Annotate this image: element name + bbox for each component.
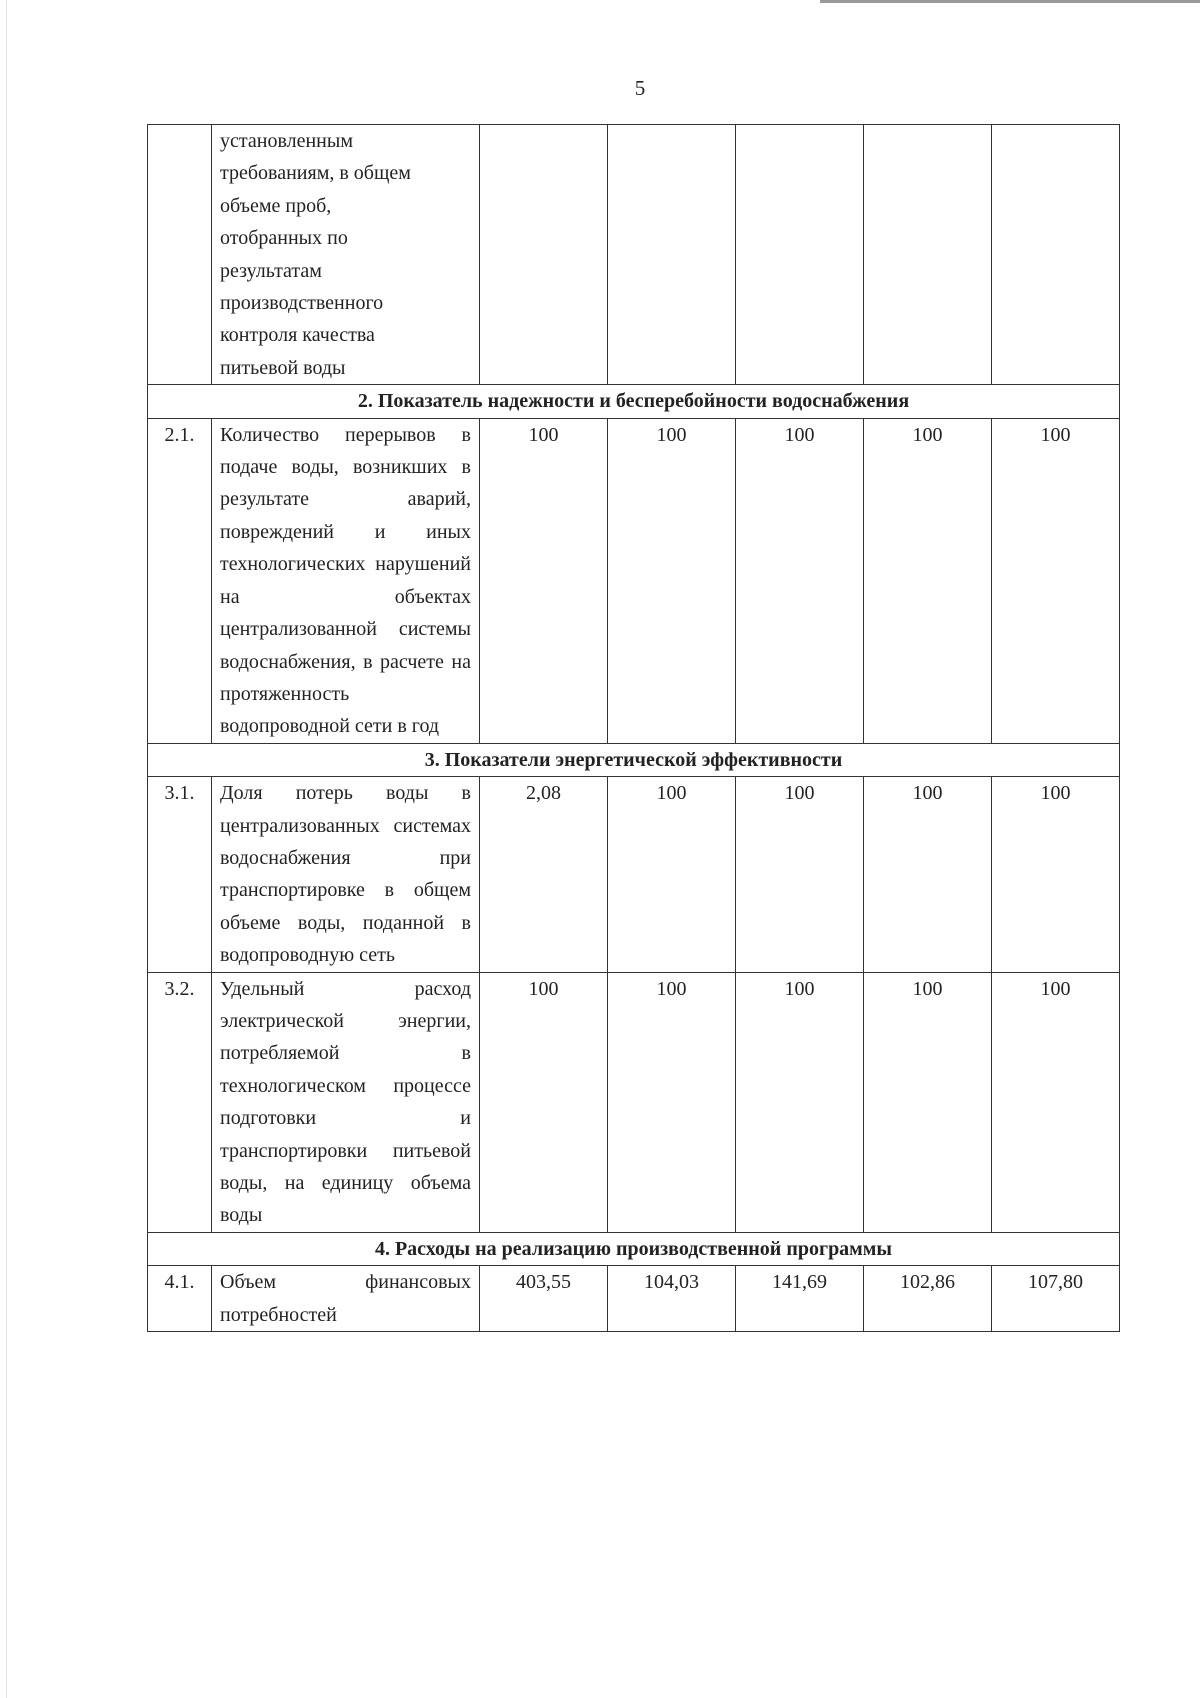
row-value: 100	[480, 418, 608, 743]
continuation-line: отобранных по	[220, 227, 348, 250]
continuation-line: результатам	[220, 259, 322, 282]
table-row-3-1	[148, 777, 1120, 972]
scan-edge-left	[6, 0, 7, 1698]
indicator-table	[147, 124, 1120, 1332]
row-description: Количество перерывов в подаче воды, возникших в результате аварий, повреждений и иных технологических нарушений на объектах централизованной системы водоснабжения, в расчете на протяженность водопроводной сети в год	[212, 418, 480, 743]
scan-edge-top	[820, 0, 1200, 3]
continuation-line: производственного	[220, 292, 384, 315]
row-number: 4.1.	[148, 1266, 212, 1332]
row-value: 104,03	[608, 1266, 736, 1332]
row-value: 403,55	[480, 1266, 608, 1332]
section-header-row	[148, 385, 1120, 418]
row-value: 141,69	[736, 1266, 864, 1332]
section-title-3: 3. Показатели энергетической эффективности	[148, 743, 1120, 776]
row-value: 100	[608, 777, 736, 972]
row-value: 100	[864, 972, 992, 1232]
row-value: 100	[992, 777, 1120, 972]
table-row-4-1	[148, 1266, 1120, 1332]
cell-value-empty	[992, 125, 1120, 385]
section-header-row	[148, 1232, 1120, 1265]
row-value: 100	[736, 777, 864, 972]
row-description: Объем финансовых потребностей	[212, 1266, 480, 1332]
row-number: 2.1.	[148, 418, 212, 743]
section-title-2: 2. Показатель надежности и бесперебойности водоснабжения	[148, 385, 1120, 418]
row-value: 100	[480, 972, 608, 1232]
row-value: 100	[608, 972, 736, 1232]
row-value: 107,80	[992, 1266, 1120, 1332]
row-number: 3.1.	[148, 777, 212, 972]
cell-value-empty	[864, 125, 992, 385]
row-value: 102,86	[864, 1266, 992, 1332]
row-value: 2,08	[480, 777, 608, 972]
continuation-line: установленным	[220, 130, 353, 152]
row-number: 3.2.	[148, 972, 212, 1232]
row-value: 100	[736, 972, 864, 1232]
row-value: 100	[864, 777, 992, 972]
row-value: 100	[736, 418, 864, 743]
continuation-line: требованиям, в общем	[220, 162, 411, 185]
cell-num-empty	[148, 125, 212, 385]
cell-value-empty	[608, 125, 736, 385]
table-row-continuation	[148, 125, 1120, 385]
row-value: 100	[992, 418, 1120, 743]
section-header-row	[148, 743, 1120, 776]
continuation-line: объеме проб,	[220, 194, 332, 217]
cell-value-empty	[736, 125, 864, 385]
row-value: 100	[864, 418, 992, 743]
row-description: Удельный расход электрической энергии, потребляемой в технологическом процессе подготовки и транспортировки питьевой воды, на единицу объема воды	[212, 972, 480, 1232]
page-number: 5	[634, 76, 646, 100]
table-row-2-1	[148, 418, 1120, 743]
cell-description-continuation	[212, 125, 480, 385]
section-title-4: 4. Расходы на реализацию производственной программы	[148, 1232, 1120, 1265]
continuation-line: питьевой воды	[220, 356, 346, 379]
row-value: 100	[608, 418, 736, 743]
table-row-3-2	[148, 972, 1120, 1232]
row-value: 100	[992, 972, 1120, 1232]
continuation-line: контроля качества	[220, 324, 375, 347]
cell-value-empty	[480, 125, 608, 385]
row-description: Доля потерь воды в централизованных системах водоснабжения при транспортировке в общем объеме воды, поданной в водопроводную сеть	[212, 777, 480, 972]
